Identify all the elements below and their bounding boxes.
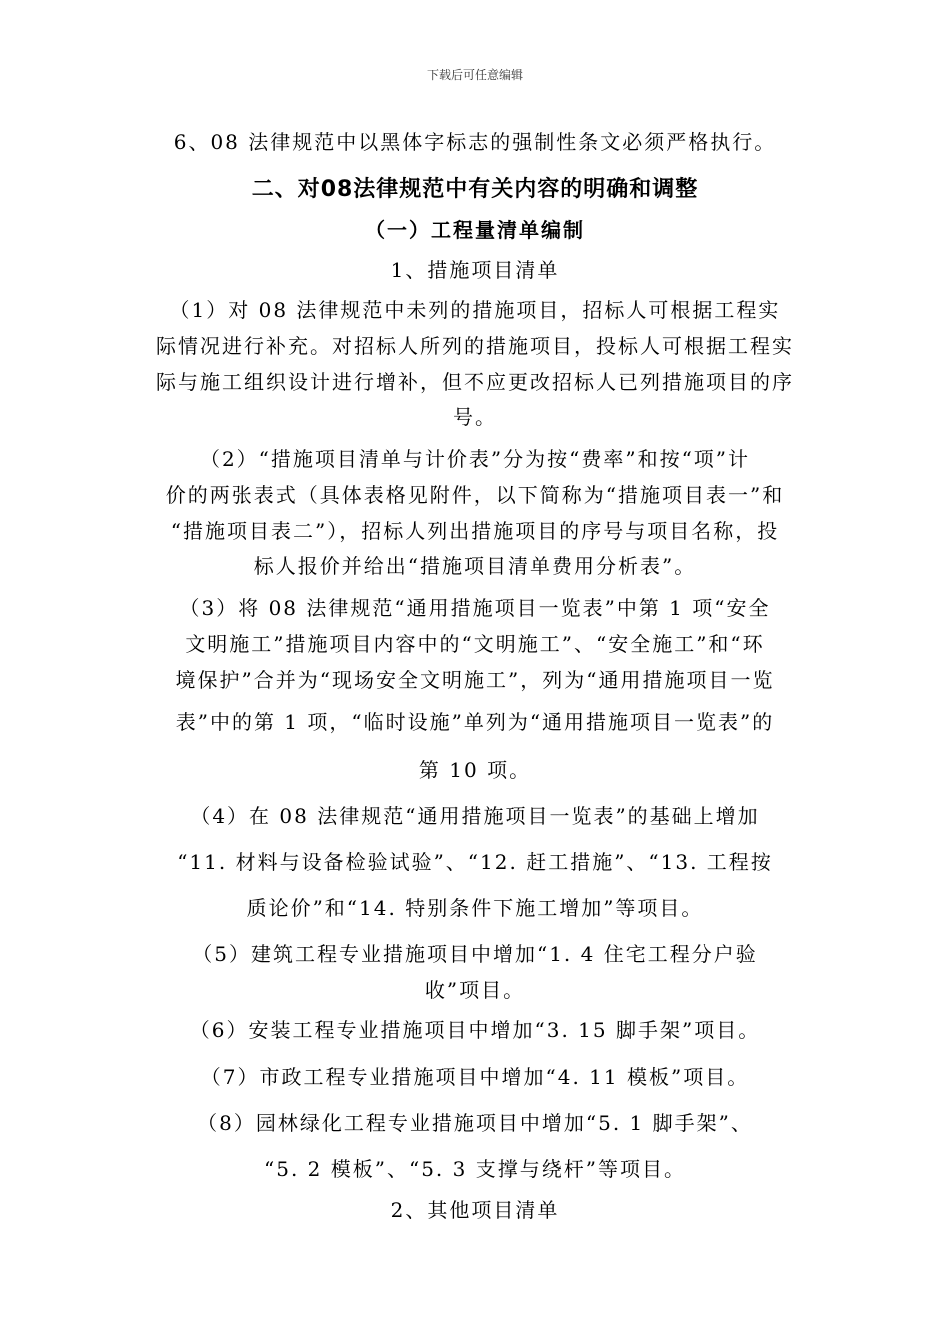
- header-note: 下载后可任意编辑: [426, 68, 523, 82]
- paragraph-line: （2）“措施项目清单与计价表”分为按“费率”和按“项”计: [199, 447, 751, 471]
- paragraph-line: 质论价”和“14. 特别条件下施工增加”等项目。: [246, 896, 704, 920]
- paragraph-line: （5）建筑工程专业措施项目中增加“1. 4 住宅工程分户验: [192, 942, 758, 966]
- paragraph-line: 际与施工组织设计进行增补，但不应更改招标人已列措施项目的序: [156, 370, 794, 394]
- paragraph-line: （6）安装工程专业措施项目中增加“3. 15 脚手架”项目。: [189, 1018, 761, 1042]
- paragraph-line: 价的两张表式（具体表格见附件，以下简称为“措施项目表一”和: [165, 483, 785, 507]
- paragraph-line: 标人报价并给出“措施项目清单费用分析表”。: [253, 554, 697, 578]
- paragraph-line: “措施项目表二”），招标人列出措施项目的序号与项目名称，投: [170, 519, 780, 543]
- clause-6-text: 6、08 法律规范中以黑体字标志的强制性条文必须严格执行。: [173, 130, 777, 154]
- paragraph-line: “5. 2 模板”、“5. 3 支撑与绕杆”等项目。: [264, 1157, 686, 1181]
- paragraph-line: 第 10 项。: [418, 758, 532, 782]
- paragraph-line: （1）对 08 法律规范中未列的措施项目，招标人可根据工程实: [169, 298, 781, 322]
- paragraph-line: 际情况进行补充。对招标人所列的措施项目，投标人可根据工程实: [156, 334, 794, 358]
- paragraph-line: （4）在 08 法律规范“通用措施项目一览表”的基础上增加: [190, 804, 760, 828]
- paragraph-line: （7）市政工程专业措施项目中增加“4. 11 模板”项目。: [200, 1065, 750, 1089]
- paragraph-line: 表”中的第 1 项，“临时设施”单列为“通用措施项目一览表”的: [175, 710, 775, 734]
- paragraph-line: 号。: [453, 405, 497, 429]
- subsection-heading: （一）工程量清单编制: [365, 218, 585, 242]
- item-heading-measures: 1、措施项目清单: [390, 258, 560, 282]
- paragraph-line: 收”项目。: [424, 978, 526, 1002]
- paragraph-line: （8）园林绿化工程专业措施项目中增加“5. 1 脚手架”、: [197, 1111, 753, 1135]
- paragraph-line: 境保护”合并为“现场安全文明施工”，列为“通用措施项目一览: [175, 668, 775, 692]
- paragraph-line: “11. 材料与设备检验试验”、“12. 赶工措施”、“13. 工程按: [177, 850, 773, 874]
- item-heading-other: 2、其他项目清单: [390, 1198, 560, 1222]
- paragraph-line: （3）将 08 法律规范“通用措施项目一览表”中第 1 项“安全: [179, 596, 771, 620]
- paragraph-line: 文明施工”措施项目内容中的“文明施工”、“安全施工”和“环: [185, 632, 765, 656]
- section-heading: 二、对08法律规范中有关内容的明确和调整: [251, 177, 699, 202]
